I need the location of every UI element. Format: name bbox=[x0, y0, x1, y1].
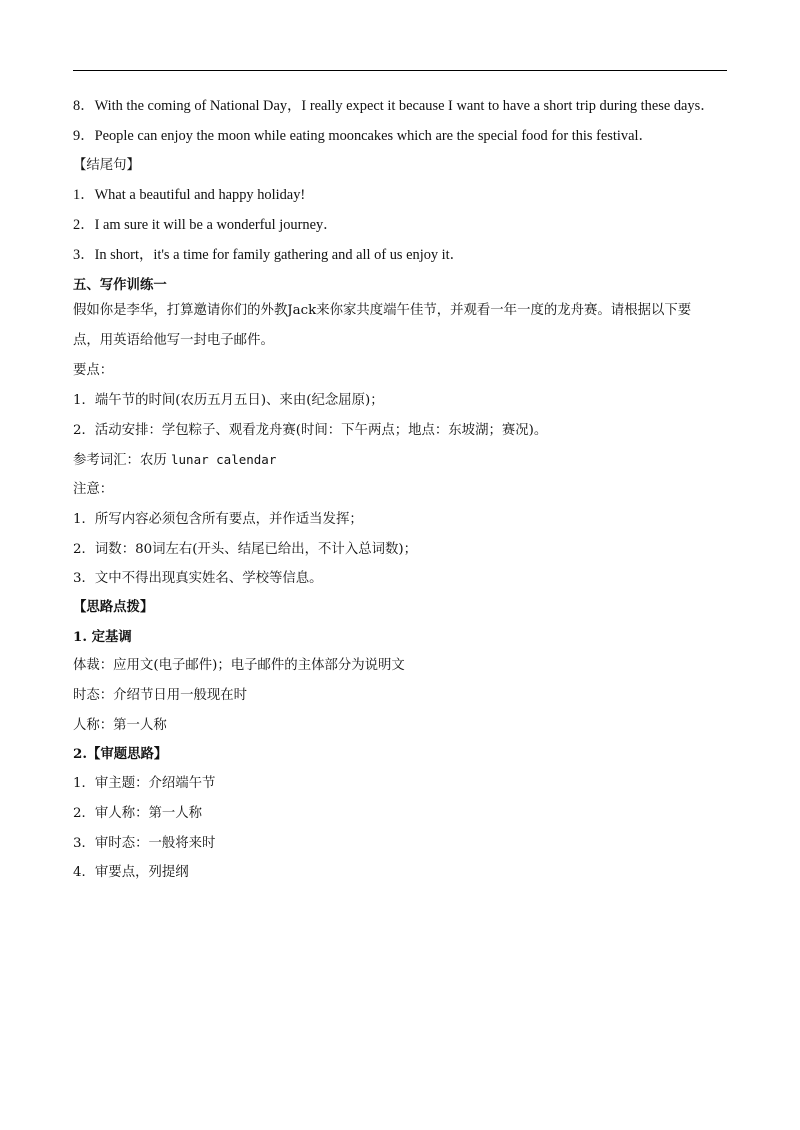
point-1: 1．端午节的时间(农历五月五日)、来由(纪念屈原)； bbox=[73, 393, 384, 408]
tone-person: 人称：第一人称 bbox=[73, 718, 167, 733]
header-rule bbox=[73, 70, 727, 71]
note-3: 3．文中不得出现真实姓名、学校等信息。 bbox=[73, 571, 323, 586]
vocab-term: lunar calendar bbox=[171, 452, 277, 467]
closing-sentence-3: 3．In short，it's a time for family gathering and all of us enjoy it． bbox=[73, 247, 465, 263]
note-1: 1．所写内容必须包含所有要点，并作适当发挥； bbox=[73, 512, 363, 527]
closing-sentence-1: 1．What a beautiful and happy holiday! bbox=[73, 187, 306, 203]
vocab-line bbox=[73, 451, 276, 470]
sentence-9: 9．People can enjoy the moon while eating mooncakes which are the special food for this festival． bbox=[73, 128, 653, 144]
sentence-8: 8．With the coming of National Day，I really expect it because I want to have a short trip during these days． bbox=[73, 98, 715, 114]
review-item-3: 3．审时态：一般将来时 bbox=[73, 836, 216, 851]
review-heading: 2.【审题思路】 bbox=[73, 746, 168, 762]
notes-label: 注意： bbox=[73, 482, 114, 497]
prompt-line-2: 点，用英语给他写一封电子邮件。 bbox=[73, 333, 274, 348]
closing-heading: 【结尾句】 bbox=[73, 158, 140, 173]
points-label: 要点： bbox=[73, 363, 114, 378]
note-2: 2．词数：80词左右(开头、结尾已给出，不计入总词数)； bbox=[73, 542, 417, 557]
tone-tense: 时态：介绍节日用一般现在时 bbox=[73, 688, 248, 703]
tone-genre: 体裁：应用文(电子邮件)；电子邮件的主体部分为说明文 bbox=[73, 658, 405, 673]
prompt-line-1: 假如你是李华，打算邀请你们的外教Jack来你家共度端午佳节，并观看一年一度的龙舟赛。请根据以下要 bbox=[73, 303, 692, 318]
review-item-2: 2．审人称：第一人称 bbox=[73, 806, 203, 821]
point-2: 2．活动安排：学包粽子、观看龙舟赛(时间：下午两点；地点：东坡湖；赛况)。 bbox=[73, 423, 548, 438]
tone-heading: 1. 定基调 bbox=[73, 629, 132, 645]
tips-heading: 【思路点拨】 bbox=[73, 599, 154, 615]
vocab-label: 参考词汇：农历 bbox=[73, 453, 171, 468]
review-item-4: 4．审要点，列提纲 bbox=[73, 865, 189, 880]
training-heading: 五、写作训练一 bbox=[73, 277, 167, 293]
review-item-1: 1．审主题：介绍端午节 bbox=[73, 776, 216, 791]
closing-sentence-2: 2．I am sure it will be a wonderful journey． bbox=[73, 217, 338, 233]
